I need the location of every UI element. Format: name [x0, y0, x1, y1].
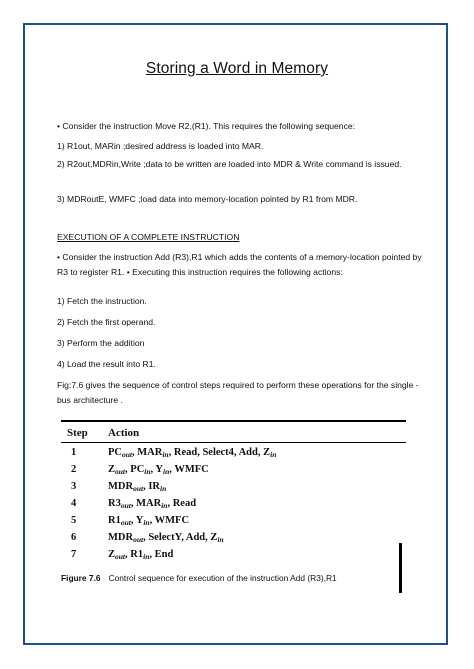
paragraph-intro: • Consider the instruction Move R2,(R1). This requires the following sequence:: [57, 121, 356, 131]
row-step: 1: [71, 447, 77, 458]
action-3: 3) Perform the addition: [57, 338, 145, 348]
paragraph-step-1: 1) R1out, MARin ;desired address is loaded into MAR.: [57, 141, 264, 151]
row-action: $R3_{out}$, $MAR_{in}$, Read: [108, 498, 197, 510]
table-row: [61, 515, 406, 531]
table-row: [61, 498, 406, 514]
figure-caption: [61, 573, 337, 583]
figure-note: Fig:7.6 gives the sequence of control steps required to perform these operations for the single -bus architecture .: [57, 380, 419, 405]
row-action: $MDR_{out}$, $IR_{in}$: [108, 481, 167, 493]
row-action: $Z_{out}$, $PC_{in}$, $Y_{in}$, WMFC: [108, 464, 209, 476]
section-heading: EXECUTION OF A COMPLETE INSTRUCTION: [57, 232, 240, 242]
column-header-step: Step: [67, 427, 88, 439]
row-step: 5: [71, 515, 77, 526]
table-row: [61, 464, 406, 480]
caption-text: Control sequence for execution of the instruction Add (R3),R1: [108, 573, 337, 583]
table-header-rule: [61, 442, 406, 443]
row-action: $Z_{out}$, $R1_{in}$, End: [108, 549, 174, 561]
row-step: 7: [71, 549, 77, 560]
table-top-rule: [61, 420, 406, 422]
row-step: 6: [71, 532, 77, 543]
action-2: 2) Fetch the first operand.: [57, 317, 156, 327]
row-action: $R1_{out}$, $Y_{in}$, WMFC: [108, 515, 190, 527]
column-header-action: Action: [108, 427, 140, 439]
action-4: 4) Load the result into R1.: [57, 359, 156, 369]
table-row: [61, 532, 406, 548]
caption-label: Figure 7.6: [61, 573, 101, 583]
figure-control-sequence: [61, 417, 406, 587]
action-1: 1) Fetch the instruction.: [57, 296, 147, 306]
row-action: $PC_{out}$, $MAR_{in}$, Read, Select4, Add, $Z_{in}$: [108, 447, 277, 459]
row-step: 4: [71, 498, 77, 509]
row-step: 2: [71, 464, 77, 475]
table-row: [61, 481, 406, 497]
paragraph-step-3: 3) MDRoutE, WMFC ;load data into memory-location pointed by R1 from MDR.: [57, 194, 358, 204]
paragraph-step-2: 2) R2out,MDRin,Write ;data to be written are loaded into MDR & Write command is issued.: [57, 159, 402, 169]
table-side-rule: [399, 543, 402, 593]
row-action: $MDR_{out}$, SelectY, Add, $Z_{in}$: [108, 532, 224, 544]
page-title: Storing a Word in Memory: [145, 60, 329, 77]
table-row: [61, 447, 406, 463]
section-intro: • Consider the instruction Add (R3),R1 which adds the contents of a memory-location pointed by R3 to register R1. • Executing this instruction requires the following actions:: [57, 252, 422, 277]
row-step: 3: [71, 481, 77, 492]
table-row: [61, 549, 406, 565]
